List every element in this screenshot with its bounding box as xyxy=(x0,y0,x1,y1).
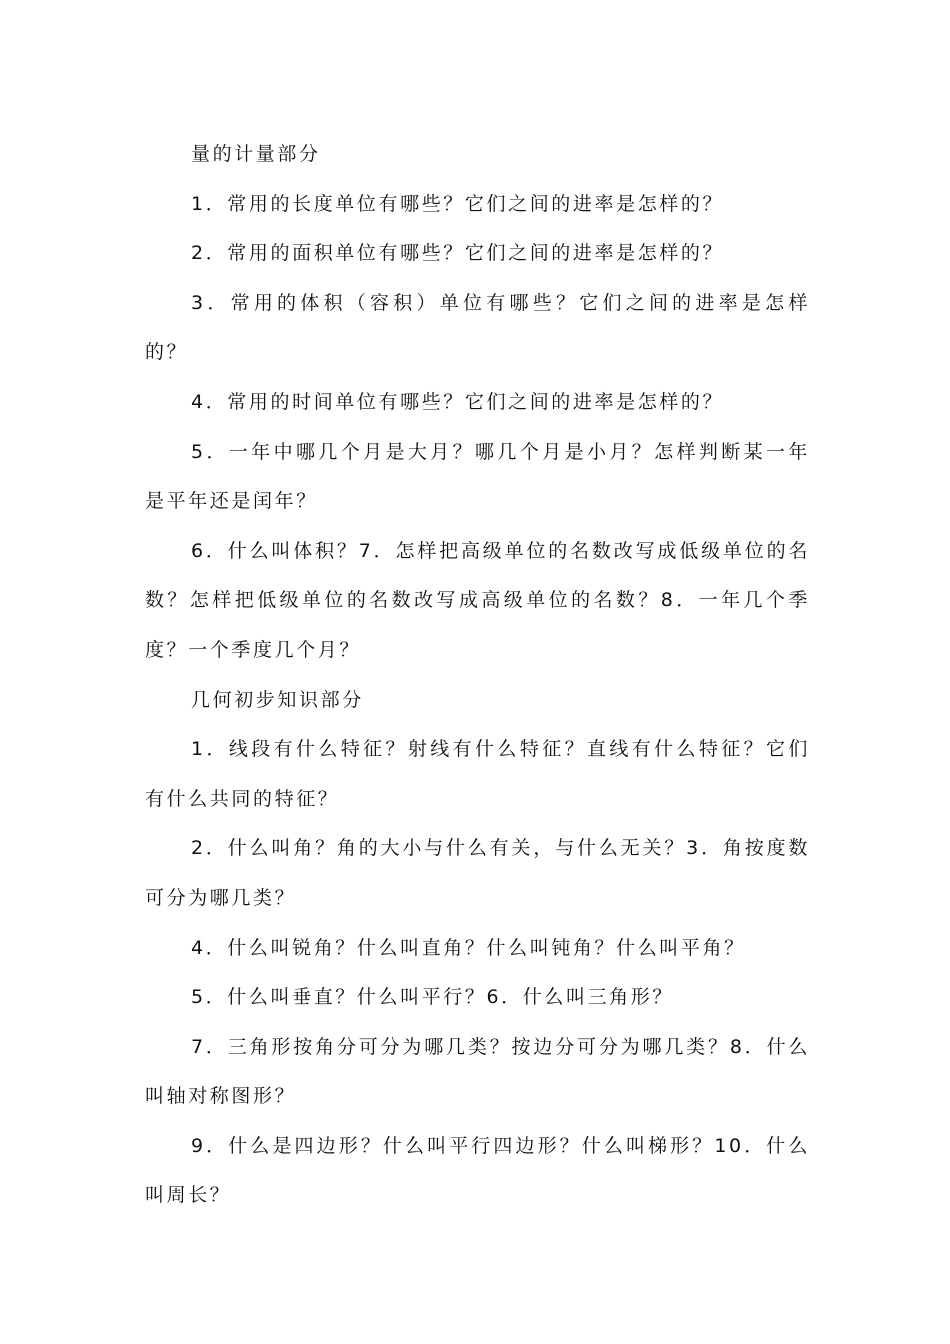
question-item: 1．线段有什么特征？射线有什么特征？直线有什么特征？它们有什么共同的特征？ xyxy=(145,738,810,810)
question-item: 2．常用的面积单位有哪些？它们之间的进率是怎样的？ xyxy=(191,242,725,265)
question-item: 2．什么叫角？角的大小与什么有关，与什么无关？3．角按度数可分为哪几类？ xyxy=(145,837,810,909)
question-item: 9．什么是四边形？什么叫平行四边形？什么叫梯形？10．什么叫周长？ xyxy=(145,1134,810,1207)
question-item: 1．常用的长度单位有哪些？它们之间的进率是怎样的？ xyxy=(191,192,725,215)
question-item: 5．什么叫垂直？什么叫平行？6．什么叫三角形？ xyxy=(191,986,674,1009)
question-item: 5．一年中哪几个月是大月？哪几个月是小月？怎样判断某一年是平年还是闰年？ xyxy=(145,440,810,513)
question-item: 6．什么叫体积？7．怎样把高级单位的名数改写成低级单位的名数？怎样把低级单位的名数改写成高级单位的名数？8．一年几个季度？一个季度几个月？ xyxy=(145,539,810,661)
question-item: 4．什么叫锐角？什么叫直角？什么叫钝角？什么叫平角？ xyxy=(191,936,746,959)
section-heading-geometry: 几何初步知识部分 xyxy=(191,688,364,711)
section-heading-measurement: 量的计量部分 xyxy=(191,143,321,165)
question-item: 4．常用的时间单位有哪些？它们之间的进率是怎样的？ xyxy=(191,390,725,413)
question-item: 7．三角形按角分可分为哪几类？按边分可分为哪几类？8．什么叫轴对称图形？ xyxy=(145,1035,810,1108)
question-item: 3．常用的体积（容积）单位有哪些？它们之间的进率是怎样的？ xyxy=(145,291,810,364)
document-body xyxy=(145,130,810,1221)
